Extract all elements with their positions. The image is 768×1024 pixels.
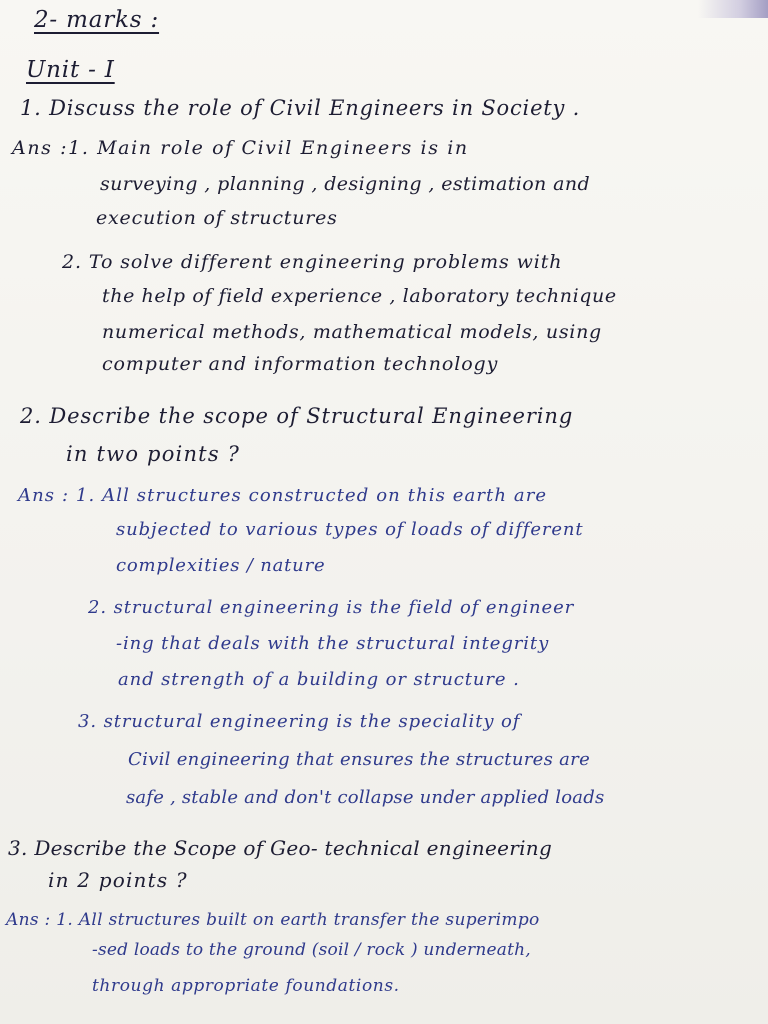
answer-3-line-3: through appropriate foundations. <box>92 976 400 996</box>
answer-1-line-2: surveying , planning , designing , estimation and <box>100 173 591 195</box>
answer-2-line-7: 3. structural engineering is the speciality of <box>78 711 521 732</box>
answer-1-line-7: computer and information technology <box>102 353 499 375</box>
page-corner-smudge <box>698 0 768 18</box>
answer-2-line-2: subjected to various types of loads of different <box>116 519 584 540</box>
answer-2-line-6: and strength of a building or structure . <box>118 669 520 690</box>
answer-2-line-5: -ing that deals with the structural integrity <box>116 633 550 654</box>
answer-1-line-4: 2. To solve different engineering problems with <box>62 251 563 273</box>
question-2-line-2: in two points ? <box>66 442 241 466</box>
answer-2-line-3: complexities / nature <box>116 555 326 576</box>
answer-2-line-8: Civil engineering that ensures the structures are <box>128 749 591 770</box>
answer-1-line-5: the help of field experience , laboratory technique <box>102 285 617 307</box>
question-2-line-1: 2. Describe the scope of Structural Engineering <box>20 404 574 428</box>
answer-3-line-2: -sed loads to the ground (soil / rock ) underneath, <box>92 940 531 960</box>
answer-1-line-3: execution of structures <box>96 207 338 229</box>
answer-2-line-4: 2. structural engineering is the field of engineer <box>88 597 575 618</box>
question-3-line-1: 3. Describe the Scope of Geo- technical engineering <box>8 836 553 860</box>
answer-1-line-6: numerical methods, mathematical models, using <box>102 321 602 343</box>
answer-1-line-1: Ans :1. Main role of Civil Engineers is in <box>12 137 469 159</box>
question-3-line-2: in 2 points ? <box>48 868 188 892</box>
question-1: 1. Discuss the role of Civil Engineers in Society . <box>20 96 581 120</box>
answer-3-line-1: Ans : 1. All structures built on earth transfer the superimpo <box>6 910 540 930</box>
unit-heading: Unit - I <box>26 57 115 83</box>
answer-2-line-9: safe , stable and don't collapse under applied loads <box>126 787 605 808</box>
page-title: 2- marks : <box>34 7 160 33</box>
answer-2-line-1: Ans : 1. All structures constructed on this earth are <box>18 485 548 506</box>
